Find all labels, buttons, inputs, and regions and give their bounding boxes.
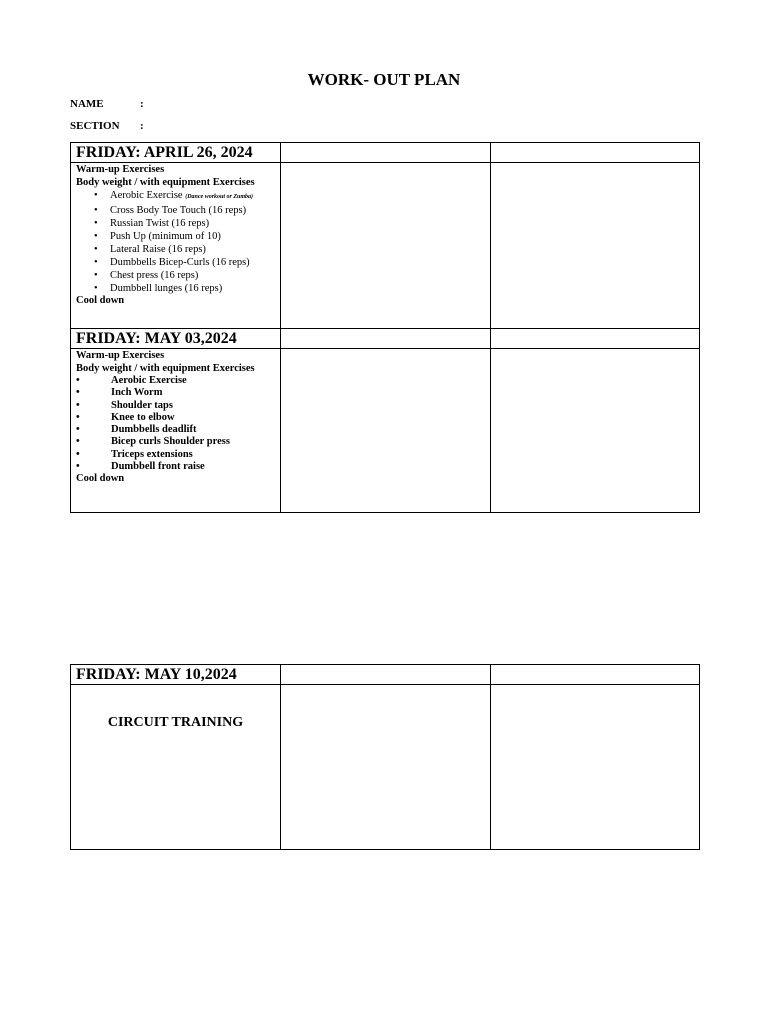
- blank-cell: [491, 349, 700, 513]
- name-label: NAME: [70, 98, 104, 110]
- blank-cell: [281, 349, 491, 513]
- blank-cell: [491, 665, 700, 685]
- date-cell-april-26: [71, 143, 281, 163]
- list-item: • Shoulder taps: [76, 400, 275, 412]
- date-label: FRIDAY: MAY 10,2024: [76, 666, 237, 683]
- cooldown-label: Cool down: [76, 295, 125, 306]
- list-item: • Knee to elbow: [76, 412, 275, 424]
- exercise-list: [76, 375, 275, 473]
- circuit-training-label: CIRCUIT TRAINING: [107, 715, 244, 730]
- blank-cell: [491, 143, 700, 163]
- workout-table-2: [70, 664, 700, 850]
- bodyweight-label: Body weight / with equipment Exercises: [76, 362, 255, 374]
- blank-cell: [491, 685, 700, 850]
- exercise-list: [76, 189, 275, 295]
- blank-cell: [281, 329, 491, 349]
- list-item: • Dumbbells Bicep-Curls (16 reps): [110, 256, 275, 269]
- blank-cell: [281, 665, 491, 685]
- name-colon: :: [140, 98, 144, 110]
- list-item: • Dumbbell front raise: [76, 461, 275, 473]
- blank-cell: [491, 163, 700, 329]
- list-item: • Inch Worm: [76, 387, 275, 399]
- page-title: WORK- OUT PLAN: [307, 70, 461, 89]
- aerobic-note: (Dance workout or Zumba): [185, 194, 254, 200]
- blank-cell: [491, 329, 700, 349]
- exercise-cell-april-26: [71, 163, 281, 329]
- list-item: • Triceps extensions: [76, 449, 275, 461]
- list-item: • Dumbbell lunges (16 reps): [110, 282, 275, 295]
- list-item: • Russian Twist (16 reps): [110, 217, 275, 230]
- exercise-cell-may-03: [71, 349, 281, 513]
- blank-cell: [281, 685, 491, 850]
- section-row: [70, 120, 144, 132]
- bodyweight-label: Body weight / with equipment Exercises: [76, 176, 255, 188]
- blank-cell: [281, 163, 491, 329]
- blank-cell: [281, 143, 491, 163]
- list-item: • Push Up (minimum of 10): [110, 230, 275, 243]
- list-item: • Cross Body Toe Touch (16 reps): [110, 204, 275, 217]
- date-cell-may-10: [71, 665, 281, 685]
- list-item: • Bicep curls Shoulder press: [76, 436, 275, 448]
- warmup-label: Warm-up Exercises: [76, 164, 165, 175]
- warmup-label: Warm-up Exercises: [76, 350, 165, 361]
- list-item: • Dumbbells deadlift: [76, 424, 275, 436]
- section-colon: :: [140, 120, 144, 132]
- workout-table-1: [70, 142, 700, 513]
- list-item: • Aerobic Exercise: [76, 375, 275, 387]
- date-label: FRIDAY: MAY 03,2024: [76, 330, 237, 347]
- date-cell-may-03: [71, 329, 281, 349]
- list-item: • Aerobic Exercise (Dance workout or Zumba): [110, 189, 275, 204]
- date-label: FRIDAY: APRIL 26, 2024: [76, 144, 253, 161]
- name-row: [70, 98, 144, 110]
- cooldown-label: Cool down: [76, 473, 125, 485]
- activity-cell-may-10: [71, 685, 281, 850]
- list-item: • Chest press (16 reps): [110, 269, 275, 282]
- section-label: SECTION: [70, 120, 120, 132]
- list-item: • Lateral Raise (16 reps): [110, 243, 275, 256]
